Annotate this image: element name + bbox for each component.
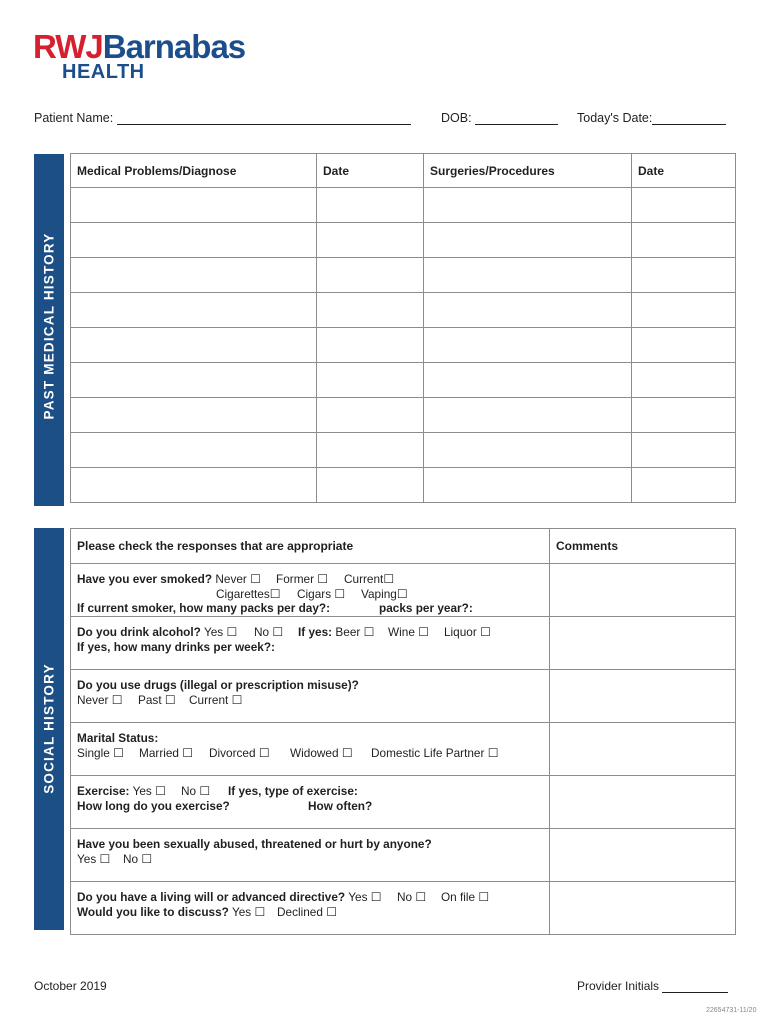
table-row xyxy=(71,293,736,328)
marital-widowed-option[interactable]: Widowed ☐ xyxy=(290,745,353,760)
drinks-per-week: If yes, how many drinks per week?: xyxy=(77,639,275,654)
surgery-cell[interactable] xyxy=(424,363,632,398)
drugs-current-option[interactable]: Current ☐ xyxy=(189,692,243,707)
abuse-row xyxy=(71,829,736,882)
checkbox-icon[interactable]: ☐ xyxy=(113,745,124,760)
medical-problem-cell[interactable] xyxy=(71,398,317,433)
checkbox-icon[interactable]: ☐ xyxy=(155,784,166,798)
date-cell[interactable] xyxy=(317,398,424,433)
packs-per-year: packs per year?: xyxy=(379,601,473,615)
logo xyxy=(33,30,245,63)
checkbox-icon[interactable]: ☐ xyxy=(258,745,270,760)
dob-input[interactable] xyxy=(475,111,558,125)
marital-divorced-option[interactable]: Divorced ☐ xyxy=(209,745,270,760)
exercise-comments[interactable] xyxy=(550,776,736,829)
checkbox-icon[interactable]: ☐ xyxy=(478,890,489,904)
table-row xyxy=(71,433,736,468)
comments-header: Comments xyxy=(550,529,736,564)
form-code: 22654731-11/20 xyxy=(706,1007,757,1014)
abuse-yes-option[interactable]: Yes ☐ xyxy=(77,851,111,866)
date-cell[interactable] xyxy=(632,433,736,468)
drugs-past-option[interactable]: Past ☐ xyxy=(138,692,176,707)
alcohol-comments[interactable] xyxy=(550,617,736,670)
medical-history-table xyxy=(70,153,736,503)
drugs-never-option[interactable]: Never ☐ xyxy=(77,692,123,707)
date-cell[interactable] xyxy=(317,223,424,258)
alcohol-beer-option[interactable]: If yes: Beer ☐ xyxy=(298,625,375,639)
will-row xyxy=(71,882,736,935)
smoking-comments[interactable] xyxy=(550,564,736,617)
checkbox-icon[interactable]: ☐ xyxy=(250,572,261,586)
table-row xyxy=(71,398,736,433)
social-history-table xyxy=(70,528,736,935)
marital-question: Marital Status: xyxy=(77,731,159,745)
surgery-cell[interactable] xyxy=(424,468,632,503)
date-cell[interactable] xyxy=(632,468,736,503)
provider-initials-label: Provider Initials xyxy=(577,979,660,993)
smoke-never-option[interactable]: Never ☐ xyxy=(215,572,261,586)
checkbox-icon[interactable]: ☐ xyxy=(254,904,266,919)
surgery-cell[interactable] xyxy=(424,398,632,433)
patient-name-input[interactable] xyxy=(117,111,411,125)
table-row xyxy=(71,363,736,398)
checkbox-icon[interactable]: ☐ xyxy=(231,692,243,707)
smoking-row xyxy=(71,564,736,617)
table-row xyxy=(71,258,736,293)
alcohol-row xyxy=(71,617,736,670)
social-history-bar xyxy=(34,528,64,930)
dob-label: DOB: xyxy=(441,111,472,125)
marital-partner-option[interactable]: Domestic Life Partner ☐ xyxy=(371,745,499,760)
discuss-question: Would you like to discuss? xyxy=(77,904,229,919)
alcohol-yes-option[interactable]: Yes ☐ xyxy=(203,625,238,639)
alcohol-question: Do you drink alcohol? xyxy=(77,625,201,639)
header-date-1: Date xyxy=(317,154,424,188)
exercise-yes-option[interactable]: Yes ☐ xyxy=(132,784,166,798)
past-medical-history-bar xyxy=(34,154,64,506)
packs-per-day: If current smoker, how many packs per day?: xyxy=(77,601,331,615)
patient-name-field[interactable] xyxy=(34,111,411,125)
checkbox-icon[interactable]: ☐ xyxy=(383,572,394,586)
smoke-cigarettes-option[interactable]: Cigarettes☐ xyxy=(216,586,281,601)
alcohol-no-option[interactable]: No ☐ xyxy=(254,625,283,639)
checkbox-icon[interactable]: ☐ xyxy=(480,625,491,639)
table-row xyxy=(71,328,736,363)
checkbox-icon[interactable]: ☐ xyxy=(334,586,345,601)
abuse-no-option[interactable]: No ☐ xyxy=(123,851,152,866)
date-cell[interactable] xyxy=(317,188,424,223)
will-question: Do you have a living will or advanced directive? xyxy=(77,890,346,904)
checkbox-icon[interactable]: ☐ xyxy=(272,625,283,639)
marital-single-option[interactable]: Single ☐ xyxy=(77,745,124,760)
checkbox-icon[interactable]: ☐ xyxy=(317,572,328,586)
will-no-option[interactable]: No ☐ xyxy=(397,890,426,904)
medical-problem-cell[interactable] xyxy=(71,328,317,363)
checkbox-icon[interactable]: ☐ xyxy=(341,745,353,760)
medical-header-row xyxy=(71,154,736,188)
logo-barnabas: Barnabas xyxy=(102,28,246,65)
social-history-label: SOCIAL HISTORY xyxy=(41,663,57,794)
provider-initials-field[interactable] xyxy=(577,979,728,993)
todays-date-label: Today's Date: xyxy=(577,111,653,125)
date-cell[interactable] xyxy=(317,293,424,328)
date-cell[interactable] xyxy=(632,258,736,293)
medical-problem-cell[interactable] xyxy=(71,258,317,293)
date-cell[interactable] xyxy=(632,398,736,433)
social-header-row xyxy=(71,529,736,564)
header-date-2: Date xyxy=(632,154,736,188)
date-cell[interactable] xyxy=(317,468,424,503)
smoke-current-option[interactable]: Current☐ xyxy=(344,572,394,586)
date-cell[interactable] xyxy=(317,433,424,468)
surgery-cell[interactable] xyxy=(424,293,632,328)
smoke-former-option[interactable]: Former ☐ xyxy=(276,572,328,586)
checkbox-icon[interactable]: ☐ xyxy=(164,692,176,707)
table-row xyxy=(71,468,736,503)
abuse-question: Have you been sexually abused, threatened or hurt by anyone? xyxy=(77,837,432,851)
checkbox-icon[interactable]: ☐ xyxy=(370,890,382,904)
medical-problem-cell[interactable] xyxy=(71,433,317,468)
date-cell[interactable] xyxy=(632,328,736,363)
discuss-declined-option[interactable]: Declined ☐ xyxy=(277,904,337,919)
will-yes-option[interactable]: Yes ☐ xyxy=(348,890,382,904)
will-on-file-option[interactable]: On file ☐ xyxy=(441,890,489,904)
checkbox-icon[interactable]: ☐ xyxy=(199,784,210,798)
checkbox-icon[interactable]: ☐ xyxy=(182,745,193,760)
date-cell[interactable] xyxy=(632,188,736,223)
smoke-vaping-option[interactable]: Vaping☐ xyxy=(361,586,408,601)
past-medical-history-label: PAST MEDICAL HISTORY xyxy=(41,232,57,420)
provider-initials-input[interactable] xyxy=(662,979,728,993)
checkbox-icon[interactable]: ☐ xyxy=(418,625,429,639)
surgery-cell[interactable] xyxy=(424,258,632,293)
exercise-question: Exercise: xyxy=(77,784,130,798)
header-surgeries: Surgeries/Procedures xyxy=(424,154,632,188)
table-row xyxy=(71,188,736,223)
discuss-yes-option[interactable]: Yes ☐ xyxy=(231,904,266,919)
surgery-cell[interactable] xyxy=(424,328,632,363)
surgery-cell[interactable] xyxy=(424,188,632,223)
medical-problem-cell[interactable] xyxy=(71,293,317,328)
abuse-comments[interactable] xyxy=(550,829,736,882)
medical-table-body xyxy=(71,188,736,503)
date-cell[interactable] xyxy=(632,293,736,328)
surgery-cell[interactable] xyxy=(424,433,632,468)
checkbox-icon[interactable]: ☐ xyxy=(487,745,499,760)
checkbox-icon[interactable]: ☐ xyxy=(326,904,337,919)
table-row xyxy=(71,223,736,258)
medical-problem-cell[interactable] xyxy=(71,468,317,503)
date-cell[interactable] xyxy=(317,258,424,293)
dob-field[interactable] xyxy=(441,111,558,125)
drugs-row xyxy=(71,670,736,723)
will-comments[interactable] xyxy=(550,882,736,935)
date-cell[interactable] xyxy=(632,363,736,398)
checkbox-icon[interactable]: ☐ xyxy=(141,851,152,866)
footer-date: October 2019 xyxy=(34,979,107,993)
todays-date-input[interactable] xyxy=(652,111,726,125)
medical-problem-cell[interactable] xyxy=(71,223,317,258)
drugs-comments[interactable] xyxy=(550,670,736,723)
header-medical-problems: Medical Problems/Diagnose xyxy=(71,154,317,188)
exercise-type-label: If yes, type of exercise: xyxy=(228,784,358,798)
logo-health: HEALTH xyxy=(62,61,145,83)
smoke-question: Have you ever smoked? xyxy=(77,572,213,586)
checkbox-icon[interactable]: ☐ xyxy=(269,586,281,601)
checkbox-icon[interactable]: ☐ xyxy=(363,625,375,639)
exercise-how-often: How often? xyxy=(308,798,373,813)
alcohol-wine-option[interactable]: Wine ☐ xyxy=(388,625,429,639)
todays-date-field[interactable] xyxy=(577,111,726,125)
marital-comments[interactable] xyxy=(550,723,736,776)
logo-rwj: RWJ xyxy=(33,28,103,65)
alcohol-liquor-option[interactable]: Liquor ☐ xyxy=(444,625,491,639)
medical-problem-cell[interactable] xyxy=(71,363,317,398)
checkbox-icon[interactable]: ☐ xyxy=(226,625,238,639)
checkbox-icon[interactable]: ☐ xyxy=(396,586,408,601)
checkbox-icon[interactable]: ☐ xyxy=(99,851,111,866)
date-cell[interactable] xyxy=(317,328,424,363)
medical-problem-cell[interactable] xyxy=(71,188,317,223)
exercise-no-option[interactable]: No ☐ xyxy=(181,784,210,798)
date-cell[interactable] xyxy=(632,223,736,258)
checkbox-icon[interactable]: ☐ xyxy=(111,692,123,707)
checkbox-icon[interactable]: ☐ xyxy=(415,890,426,904)
marital-row xyxy=(71,723,736,776)
social-header: Please check the responses that are appropriate xyxy=(71,529,550,564)
patient-name-label: Patient Name: xyxy=(34,111,114,125)
exercise-how-long: How long do you exercise? xyxy=(77,798,230,813)
drugs-question: Do you use drugs (illegal or prescription misuse)? xyxy=(77,678,359,692)
surgery-cell[interactable] xyxy=(424,223,632,258)
date-cell[interactable] xyxy=(317,363,424,398)
smoke-cigars-option[interactable]: Cigars ☐ xyxy=(297,586,345,601)
marital-married-option[interactable]: Married ☐ xyxy=(139,745,193,760)
exercise-row xyxy=(71,776,736,829)
